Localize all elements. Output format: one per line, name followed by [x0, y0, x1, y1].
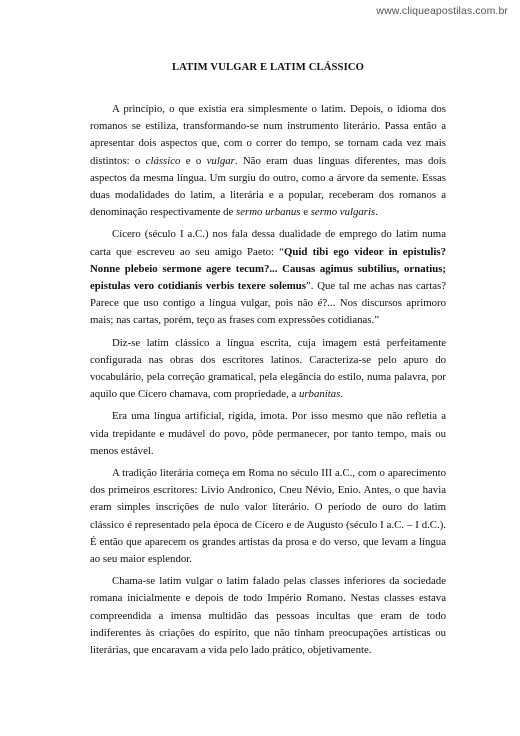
site-watermark: www.cliqueapostilas.com.br	[376, 5, 508, 17]
paragraph-6: Chama-se latim vulgar o latim falado pelas classes inferiores da sociedade romana inicialmente e depois de todo Império Romano. Nestas classes estava compreendida a imensa multidão das pessoas incultas que eram de todo indiferentes às criações do espírito, que não tinham preocupações artísticas ou literárias, que encaravam a vida pelo lado prático, objetivamente.	[90, 575, 446, 657]
latin-quote: Quid tibi ego videor in epistulis? Nonne plebeio sermone agere tecum?... Causas agimus subtilius, ornatius; epistulas vero cotidianis verbis texere solemus	[90, 245, 446, 293]
document-title: LATIM VULGAR E LATIM CLÁSSICO	[171, 62, 365, 73]
paragraph-2-text-b: ”. Que tal me achas nas cartas? Parece que uso contigo a língua vulgar, pois não é?... Nos discursos aprimoro mais; nas cartas, porém, teço as frases com expressões cotidianas.”	[90, 280, 446, 327]
paragraph-5: A tradição literária começa em Roma no século III a.C., com o aparecimento dos primeiros escritores: Lívio Andronico, Cneu Névio, Enio. Antes, o que havia eram simples inscrições de nulo valor literário. O período de ouro do latim clássico é representado pela época de Cícero e de Augusto (século I a.C. – I d.C.). É então que aparecem os grandes artistas da prosa e do verso, que levam a língua ao seu maior esplendor.	[90, 467, 446, 566]
paragraph-1-text-a: A princípio, o que existia era simplesmente o latim. Depois, o idioma dos romanos se estiliza, transformando-se num instrumento literário. Passa então a apresentar dois aspectos que, com o correr do tempo, se tornam cada vez mais distintos: o	[90, 103, 446, 167]
paragraph-1-text-e: .	[375, 206, 378, 219]
paragraph-1-text-c: . Não eram duas línguas diferentes, mas dois aspectos da mesma língua. Um surgiu do outro, como a árvore da semente. Essas duas modalidades do latim, a literária e a popular, receberam dos romanos a denominação respectivamente de	[90, 154, 446, 219]
paragraph-1-text-b: e o	[180, 154, 207, 167]
paragraph-3	[90, 335, 446, 404]
document-page	[90, 62, 446, 664]
term-sermo-vulgaris: sermo vulgaris	[310, 206, 376, 219]
paragraph-1	[90, 101, 446, 221]
paragraph-4: Era uma língua artificial, rígida, imota. Por isso mesmo que não refletia a vida trepidante e mudável do povo, pôde permanecer, por tanto tempo, mais ou menos estável.	[90, 410, 446, 457]
term-urbanitas: urbanitas	[298, 388, 341, 401]
paragraph-2-text-a: Cícero (século I a.C.) nos fala dessa dualidade de emprego do latim numa carta que escreveu ao seu amigo Paeto: “	[90, 228, 446, 258]
paragraph-3-text-a: Diz-se latim clássico a língua escrita, cuja imagem está perfeitamente configurada nas obras dos escritores latinos. Caracteriza-se pelo apuro do vocabulário, pela correção gramatical, pela elegância do estilo, numa palavra, por aquilo que Cícero chamava, com propriedade, a	[90, 336, 446, 401]
term-sermo-urbanus: sermo urbanus	[236, 206, 301, 219]
paragraph-2	[90, 226, 446, 329]
paragraph-1-text-d: e	[300, 206, 311, 219]
term-vulgar: vulgar	[206, 154, 235, 167]
term-classico: clássico	[145, 154, 181, 167]
paragraph-3-text-b: .	[340, 388, 344, 401]
